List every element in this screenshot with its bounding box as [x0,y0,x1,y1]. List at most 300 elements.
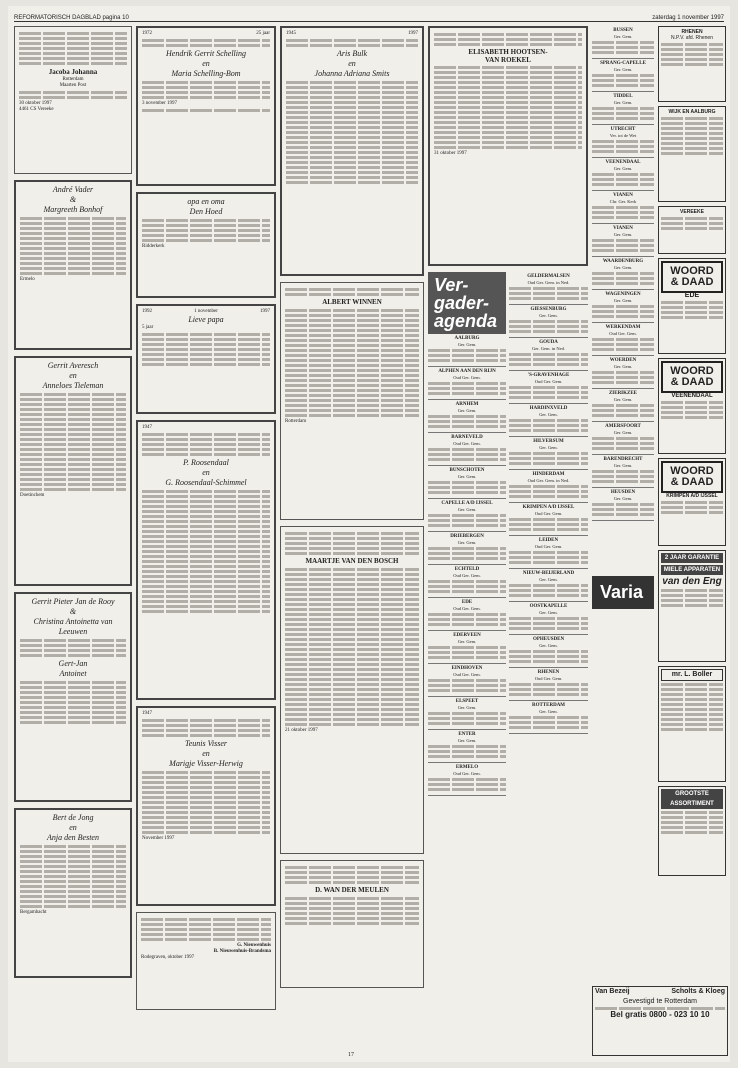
church-place: WAARDENBURG [602,259,644,264]
church-place: AALBURG [454,336,480,341]
church-denomination: Ger. Gem. [613,33,633,39]
church-denomination: Ger. Gem. [613,396,633,402]
church-details [592,437,654,450]
church-denomination: Ger. Gem. [457,704,477,710]
church-denomination: Ger. Gem. [457,473,477,479]
church-place: LEIDEN [538,538,559,543]
year: 1947 [142,425,152,430]
church-place: EDERVEEN [453,633,481,638]
church-details [592,338,654,351]
conjunction: en [202,59,210,68]
church-place: ENTER [458,732,476,737]
church-denomination: Ger. Gem. [539,576,558,582]
name-1: G. Nieuwenhuis [237,943,271,948]
church-denomination: Ger. Gem. [457,737,477,743]
church-details [592,272,654,285]
church-place: 'S-GRAVENHAGE [527,373,570,378]
church-details [592,371,654,384]
church-denomination: Oud Ger. Gem. [534,675,563,681]
column-3 [280,26,424,994]
church-details [509,386,588,399]
varia-title: Varia [592,576,654,609]
church-entry [509,371,588,404]
ad-grootste-assortiment [658,786,726,876]
place: Rodegraven, oktober 1997 [141,955,195,960]
church-entry [509,404,588,437]
logo-line-2: & DAAD [670,276,714,288]
church-entry [428,499,506,532]
ad-woord-daad-veenendaal [658,358,726,454]
church-denomination: Ger. Gem. [539,444,558,450]
announcement-bert [14,808,132,978]
sub-name-2: Antoinet [59,669,87,678]
church-place: HINDERDAM [532,472,565,477]
date: 3 november 1997 [142,101,177,106]
day: 1 november [194,309,218,314]
church-details [428,514,506,527]
ad-woord-daad-krimpen [658,458,726,546]
announcement-hendrik [136,26,276,186]
church-denomination: Ger. Gem. [457,341,477,347]
year: 1947 [142,711,152,716]
announcement-jacoba [14,26,132,174]
church-denomination: Ger. Gem. [613,264,633,270]
church-place: WERKENDAM [605,325,641,330]
church-entry [592,422,654,455]
church-place: DRIEBERGEN [450,534,484,539]
column-4 [428,26,588,796]
church-place: BUNSCHOTEN [449,468,485,473]
church-entry [592,26,654,59]
church-entry [428,565,506,598]
church-entry [428,400,506,433]
church-place: TIDDEL [613,94,633,99]
conjunction: en [202,749,210,758]
ad-place: EDE [684,292,700,299]
bride-name: Anneloes Tieleman [42,381,104,390]
church-details [428,778,506,791]
year-end: 1997 [408,31,418,36]
church-entry [592,191,654,224]
church-entry [509,602,588,635]
church-place: EINDHOVEN [451,666,483,671]
church-place: ZIERIKZEE [608,391,638,396]
church-denomination: Ger. Gem. [539,609,558,615]
church-details [428,646,506,659]
ad-subtitle: ASSORTIMENT [661,799,723,809]
church-entry [509,503,588,536]
agenda-title-1: Ver- [434,275,469,295]
agenda-title-2: gader- [434,293,490,313]
church-entry [592,455,654,488]
church-entry [509,701,588,734]
church-details [592,503,654,516]
church-entry [592,125,654,158]
column-6 [658,26,726,880]
logo-line-1: WOORD [670,465,714,477]
church-place: ECHTELD [454,567,480,572]
church-details [592,107,654,120]
church-details [428,415,506,428]
groom-name: Gerrit Averesch [47,361,99,370]
ad-woord-daad-ede [658,258,726,354]
title-2: Den Hoed [189,207,223,216]
church-place: OPHEUSDEN [532,637,565,642]
church-denomination: Oud Ger. Gem. [453,605,481,611]
church-entry [592,224,654,257]
church-details [592,404,654,417]
ad-title: VEREEKE [680,209,704,215]
church-entry [509,272,588,305]
church-details [592,239,654,252]
church-details [509,716,588,729]
ad-subtitle: MIELE APPARATEN [661,565,723,575]
church-entry [509,569,588,602]
conjunction: en [202,468,210,477]
church-entry [592,323,654,356]
church-denomination: Ger. Gem. [613,66,633,72]
church-place: GOUDA [539,340,558,345]
ad-phone: Bel gratis 0800 - 023 10 10 [610,1010,710,1019]
bride-name: Anja den Besten [47,833,99,842]
ad-boller [658,666,726,782]
church-denomination: Oud Ger. Gem. [453,374,481,380]
note: 5 jaar [142,325,154,330]
church-details [428,613,506,626]
ad-rhenen [658,26,726,102]
announcement-gerrit [14,356,132,586]
church-place: CAPELLE A/D IJSSEL [441,501,493,506]
newspaper-page [8,6,730,1062]
church-entry [428,466,506,499]
church-entry [592,92,654,125]
church-details [592,41,654,54]
church-place: VIANEN [613,226,633,231]
page-header [14,10,724,22]
church-denomination: Ger. Gem. [613,165,633,171]
city: Rotterdam [285,419,307,424]
church-details [428,580,506,593]
church-place: WAGENINGEN [605,292,641,297]
church-details [509,452,588,465]
year-end: 1997 [260,309,270,314]
church-details [592,206,654,219]
church-entry [428,730,506,763]
church-place: OOSTKAPELLE [529,604,568,609]
church-details [509,551,588,564]
year-start: 1992 [142,309,152,314]
header-right: zaterdag 1 november 1997 [652,15,724,21]
husband-name: P. Roosendaal [183,458,229,467]
church-entry [592,356,654,389]
church-denomination: Oud Ger. Gem. [534,378,563,384]
ad-vereeke [658,206,726,254]
church-place: HARDINXVELD [529,406,568,411]
name: MAARTJE VAN DEN BOSCH [305,557,399,565]
church-entry [509,338,588,371]
church-entry [428,367,506,400]
church-denomination: Ger. Gem. [457,506,477,512]
name-2: B. Nieuwenhuis-Brandsma [213,949,271,954]
ad-title: mr. L. Boller [661,669,723,681]
church-list-left [428,334,506,796]
city: Bergambacht [20,910,47,915]
church-details [428,547,506,560]
announcement-nieuwenhuis [136,912,276,1010]
church-place: GIESSENBURG [530,307,567,312]
logo-line-2: & DAAD [670,476,714,488]
church-place: BUSSEN [613,28,633,33]
husband-name: Aris Bulk [337,49,367,58]
ad-miele [658,550,726,662]
conjunction: & [69,195,77,204]
church-entry [592,488,654,521]
church-denomination: Ger. Gem. [539,312,558,318]
church-place: BARENDRECHT [603,457,643,462]
church-details [509,419,588,432]
church-denomination: Ger. Gem. [613,429,633,435]
column-1 [14,26,132,984]
church-place: ELSPEET [455,699,479,704]
church-details [592,173,654,186]
agenda-title-3: agenda [434,311,498,331]
logo-woord-daad [661,461,723,493]
city: 4461 CS Vereeke [19,107,54,112]
church-denomination: Oud Ger. Gem. [609,330,637,336]
brand-2: Scholts & Kloeg [671,988,725,995]
church-place: RHENEN [537,670,560,675]
church-details [592,140,654,153]
ad-title: 2 JAAR GARANTIE [661,553,723,563]
church-entry [509,305,588,338]
varia-block [592,576,654,609]
conjunction: & [69,607,77,616]
ad-wijk [658,106,726,202]
name-line-2: VAN ROEKEL [485,56,531,64]
church-details [509,518,588,531]
church-entry [509,635,588,668]
church-denomination: Ger. Gem. [539,708,558,714]
church-denomination: Ger. Gem. [457,407,477,413]
conjunction: en [348,59,356,68]
church-entry [592,389,654,422]
announcement-opa-oma [136,192,276,298]
church-denomination: Ger. Gem. [539,411,558,417]
ad-location: Gevestigd te Rotterdam [623,998,697,1005]
church-details [509,485,588,498]
year: 1972 [142,31,152,36]
announcement-teunis [136,706,276,906]
date: 30 oktober 1997 [19,101,52,106]
agenda-section [428,272,588,796]
church-denomination: Ver. tot de Wet [609,132,637,138]
church-denomination: Ger. Gem. [613,363,633,369]
church-denomination: Oud Ger. Gem. [453,440,481,446]
church-details [509,353,588,366]
church-denomination: Oud Ger. Gem. [453,671,481,677]
church-details [428,448,506,461]
church-place: SPRANG-CAPELLE [600,61,646,66]
church-details [509,650,588,663]
church-entry [428,697,506,730]
ad-title: RHENEN [681,29,703,35]
church-place: ERMELO [455,765,479,770]
church-entry [509,536,588,569]
title: Lieve papa [188,315,224,324]
church-place: HEUSDEN [610,490,636,495]
church-entry [428,334,506,367]
page-number: 17 [348,1052,354,1058]
church-place: VEENENDAAL [605,160,641,165]
church-details [592,470,654,483]
church-entry [592,257,654,290]
announcement-pieter [14,592,132,802]
ad-place: KRIMPEN A/D IJSSEL [666,493,718,499]
church-denomination: Oud Ger. Gem. [534,543,563,549]
church-denomination: Ger. Gem. [613,462,633,468]
church-details [592,305,654,318]
church-details [592,74,654,87]
husband-name: Hendrik Gerrit Schelling [166,49,246,58]
date: November 1997 [142,836,175,841]
logo-van-den-eng: van den Eng [662,576,722,587]
church-entry [592,158,654,191]
place: Ridderkerk [142,244,165,249]
church-place: ALPHEN AAN DEN RIJN [438,369,496,374]
church-place: ROTTERDAM [531,703,566,708]
church-entry [428,631,506,664]
header-left: REFORMATORISCH DAGBLAD pagina 10 [14,15,129,21]
brand-1: Van Bezeij [595,988,630,995]
date: 21 oktober 1997 [285,728,318,733]
ad-place: VEENENDAAL [671,393,713,399]
column-5 [592,26,654,521]
church-details [428,679,506,692]
church-denomination: Oud Ger. Gem. [534,510,563,516]
bride-name: Christina Antoinetta van Leeuwen [33,617,113,636]
church-entry [428,664,506,697]
wife-name: Marigje Visser-Herwig [169,759,243,768]
obituary-maartje [280,526,424,854]
church-denomination: Ger. Gem. [457,539,477,545]
city: Ermelo [20,277,35,282]
announcement-andre [14,180,132,350]
church-denomination: Chr. Ger. Kerk [609,198,637,204]
church-entry [509,437,588,470]
church-details [428,349,506,362]
wife-name: G. Roosendaal-Schimmel [165,478,247,487]
name: ALBERT WINNEN [322,298,382,306]
obituary-albert [280,282,424,520]
date: 31 oktober 1997 [434,151,467,156]
groom-name: Bert de Jong [52,813,94,822]
ad-title: WIJK EN AALBURG [668,109,716,115]
groom-name: André Vader [52,185,94,194]
church-place: KRIMPEN A/D IJSSEL [522,505,575,510]
name: Jacoba Johanna [48,68,98,76]
city: Doetinchem [20,493,45,498]
obituary-meulen [280,860,424,988]
announcement-aris [280,26,424,276]
husband-name: Teunis Visser [184,739,227,748]
logo-woord-daad [661,261,723,293]
church-entry [592,59,654,92]
church-place: BARNEVELD [451,435,483,440]
ad-scholts-kloeg [592,986,728,1056]
logo-woord-daad [661,361,723,393]
logo-line-1: WOORD [670,265,714,277]
announcement-papa [136,304,276,414]
church-denomination: Ger. Gem. [539,642,558,648]
church-details [509,287,588,300]
church-details [428,382,506,395]
church-place: EDE [461,600,473,605]
church-place: NIEUW-BEIJERLAND [522,571,575,576]
church-denomination: Ger. Gem. [613,99,633,105]
church-place: VIANEN [613,193,633,198]
logo-line-2: & DAAD [670,376,714,388]
church-entry [509,668,588,701]
conjunction: en [69,823,77,832]
church-entry [428,598,506,631]
church-details [428,745,506,758]
church-details [428,712,506,725]
agenda-left [428,272,506,796]
bride-name: Margreeth Bonhof [43,205,103,214]
conjunction: en [69,371,77,380]
logo-line-1: WOORD [670,365,714,377]
church-denomination: Ger. Gem. [457,638,477,644]
place: Rotterdam [62,77,84,82]
church-entry [428,433,506,466]
church-denomination: Ger. Gem. [613,495,633,501]
church-place: HILVERSUM [533,439,564,444]
agenda-title [428,272,506,334]
church-denomination: Ger. Gem. in Ned. [532,345,565,351]
church-place: UTRECHT [610,127,636,132]
church-list-right [509,272,588,796]
church-denomination: Oud Ger. Gem. [453,572,481,578]
groom-name: Gerrit Pieter Jan de Rooy [31,597,115,606]
church-entry [428,532,506,565]
year-start: 1945 [286,31,296,36]
church-entry [428,763,506,796]
jubilee: 25 jaar [256,31,270,36]
church-place: GELDERMALSEN [527,274,570,279]
address: Maarten Post [59,83,87,88]
church-entry [592,290,654,323]
announcement-roosendaal [136,420,276,700]
ad-title: GROOTSTE [661,789,723,799]
wife-name: Maria Schelling-Bom [171,69,241,78]
obituary-elisabeth [428,26,588,266]
name-line-1: ELISABETH HOOTSEN- [468,48,548,56]
church-details [509,683,588,696]
church-denomination: Oud Ger. Gem. in Ned. [527,477,570,483]
church-details [428,481,506,494]
name: D. WAN DER MEULEN [315,886,389,894]
ad-subtitle: N.P.V. afd. Rhenen [671,35,713,41]
church-entry [509,470,588,503]
church-denomination: Ger. Gem. [613,297,633,303]
church-details [509,584,588,597]
church-place: ARNHEM [455,402,479,407]
church-details [509,617,588,630]
church-details [509,320,588,333]
church-place: AMERSFOORT [605,424,641,429]
church-denomination: Ger. Gem. [613,231,633,237]
church-place: WOERDEN [609,358,637,363]
